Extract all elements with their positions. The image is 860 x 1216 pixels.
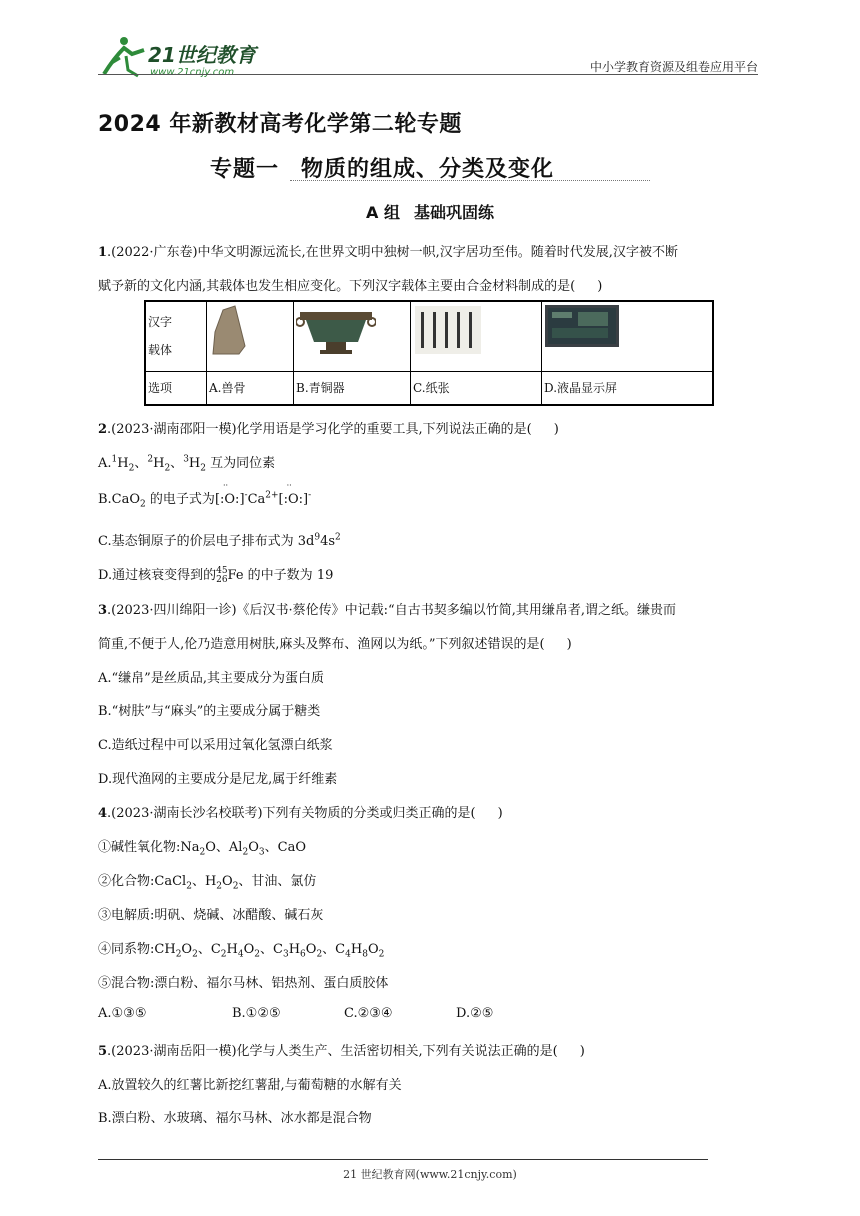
- q2-a-text: 互为同位素: [210, 456, 276, 471]
- q3-stem-2: 简重,不便于人,伦乃造意用树肤,麻头及弊布、渔网以为纸。”下列叙述错误的是(: [98, 637, 545, 652]
- q1-line2: [98, 275, 602, 294]
- img-lcd: [542, 301, 714, 371]
- option-b: B.青铜器: [294, 371, 411, 405]
- q2-option-c: C.基态铜原子的价层电子排布式为 $3d^94s^2$: [98, 532, 341, 549]
- q4-statement-5: ⑤混合物:漂白粉、福尔马林、铝热剂、蛋白质胶体: [98, 976, 389, 991]
- footer-divider: [98, 1159, 708, 1160]
- img-bronze: [294, 301, 411, 371]
- option-a: A.兽骨: [207, 371, 294, 405]
- q5-number: 5: [98, 1044, 108, 1059]
- q1-line1: [98, 241, 678, 260]
- q4-choice-b: B.①②⑤: [232, 1006, 281, 1021]
- q3-option-b: B.“树肤”与“麻头”的主要成分属于糖类: [98, 704, 321, 719]
- q1-stem-1: 中华文明源远流长,在世界文明中独树一帜,汉字居功至伟。随着时代发展,汉字被不断: [197, 245, 678, 260]
- q5-option-a: A.放置较久的红薯比新挖红薯甜,与葡萄糖的水解有关: [98, 1078, 402, 1093]
- topic-title: [210, 152, 554, 183]
- table-head-carrier: [145, 301, 207, 371]
- q4-statement-2: ②化合物:CaCl$_2$、$H_2O_2$、甘油、氯仿: [98, 874, 317, 892]
- q5-option-b: B.漂白粉、水玻璃、福尔马林、冰水都是混合物: [98, 1111, 372, 1126]
- head-option: 选项: [145, 371, 207, 405]
- option-c: C.纸张: [411, 371, 542, 405]
- head-hanzi: 汉字: [148, 315, 173, 329]
- img-bone: [207, 301, 294, 371]
- q3-stem-1: 《后汉书·蔡伦传》中记载:“自古书契多编以竹简,其用缣帛者,谓之纸。缣贵而: [236, 603, 676, 618]
- q4-statement-4: ④同系物$:CH_2O_2$、$C_2H_4O_2$、$C_3H_6O_2$、$C_4H_8O_2$: [98, 942, 385, 960]
- q2-source: .(2023·湖南邵阳一模): [107, 422, 237, 437]
- q2-b-formula: B.CaO: [98, 492, 141, 507]
- q3-option-a: A.“缣帛”是丝质品,其主要成分为蛋白质: [98, 671, 324, 686]
- q2-d-suffix: Fe 的中子数为 19: [227, 568, 334, 583]
- q3-line1: [98, 599, 676, 618]
- q1-paren: ): [597, 279, 603, 294]
- q5-source: .(2023·湖南岳阳一模): [107, 1044, 237, 1059]
- q1-number: 1: [98, 245, 108, 260]
- group-title: [0, 200, 860, 223]
- site-tagline: 中小学教育资源及组卷应用平台: [589, 60, 758, 74]
- footer-text: 21 世纪教育网(www.21cnjy.com): [343, 1168, 517, 1181]
- bone-image: [209, 302, 249, 358]
- q3-paren: ): [566, 637, 572, 652]
- q4-paren: ): [497, 806, 503, 821]
- q1-stem-2: 赋予新的文化内涵,其载体也发生相应变化。下列汉字载体主要由合金材料制成的是(: [98, 279, 576, 294]
- q2-option-d: D.通过核衰变得到的 45 26 Fe 的中子数为 19: [98, 565, 334, 585]
- q4-choice-c: C.②③④: [344, 1006, 393, 1021]
- topic-name: 物质的组成、分类及变化: [301, 157, 555, 182]
- q2-option-b: B.CaO$_2$ 的电子式为[ ·· $:O:]^-Ca^{2+}$[ ·· :O:]-: [98, 481, 312, 510]
- q4-choices: [98, 1006, 493, 1021]
- q5-stem-text: 化学与人类生产、生活密切相关,下列有关说法正确的是(: [236, 1044, 558, 1059]
- bronze-vessel-image: [296, 302, 376, 358]
- q4-s2-tail: 、甘油、氯仿: [238, 874, 317, 889]
- group-label: A 组: [366, 203, 400, 222]
- q3-option-c: C.造纸过程中可以采用过氧化氢漂白纸浆: [98, 738, 333, 753]
- q1-source: .(2022·广东卷): [107, 245, 198, 260]
- logo-text: 21世纪教育: [148, 43, 256, 67]
- q4-stem: [98, 802, 503, 821]
- q2-d-text: D.通过核衰变得到的: [98, 568, 217, 583]
- q4-number: 4: [98, 806, 108, 821]
- q2-option-a: $A.^1H_2$、$^2H_2$、$^3H_2$ 互为同位素: [98, 454, 276, 474]
- topic-number: 专题一: [210, 157, 280, 182]
- q4-source: .(2023·湖南长沙名校联考): [107, 806, 263, 821]
- q2-a-label: A.: [98, 456, 112, 471]
- head-carrier: 载体: [148, 343, 173, 357]
- q4-choice-a: A.①③⑤: [98, 1006, 147, 1021]
- lcd-screen-image: [544, 302, 620, 350]
- q4-statement-1: ①碱性氧化物$:Na_2O$、$Al_2O_3$、CaO: [98, 840, 306, 858]
- carrier-table: [144, 300, 714, 406]
- q3-option-d: D.现代渔网的主要成分是尼龙,属于纤维素: [98, 772, 338, 787]
- q4-choice-d: D.②⑤: [456, 1006, 494, 1021]
- q2-number: 2: [98, 422, 108, 437]
- main-title: 2024 年新教材高考化学第二轮专题: [98, 112, 462, 137]
- option-d: D.液晶显示屏: [542, 371, 714, 405]
- q2-stem-text: 化学用语是学习化学的重要工具,下列说法正确的是(: [236, 422, 532, 437]
- q4-s1-label: ①碱性氧化物:: [98, 840, 181, 855]
- q5-stem: [98, 1040, 585, 1059]
- paper-calligraphy-image: [413, 302, 483, 358]
- q4-statement-3: ③电解质:明矾、烧碱、冰醋酸、碱石灰: [98, 908, 324, 923]
- q3-source: .(2023·四川绵阳一诊): [107, 603, 237, 618]
- q2-b-text: 的电子式为: [149, 492, 215, 507]
- q2-stem: [98, 418, 559, 437]
- q5-paren: ): [579, 1044, 585, 1059]
- group-name: 基础巩固练: [413, 203, 494, 222]
- q4-s4-label: ④同系物:: [98, 942, 155, 957]
- q2-c-text: C.基态铜原子的价层电子排布式为 3d: [98, 534, 315, 549]
- q4-s2-label: ②化合物:: [98, 874, 155, 889]
- logo-url: www.21cnjy.com: [150, 67, 235, 78]
- q4-stem-text: 下列有关物质的分类或归类正确的是(: [262, 806, 476, 821]
- q2-paren: ): [553, 422, 559, 437]
- q3-number: 3: [98, 603, 108, 618]
- img-paper: [411, 301, 542, 371]
- header-divider: [98, 74, 758, 75]
- topic-underline: [290, 180, 650, 181]
- q3-line2: [98, 633, 572, 652]
